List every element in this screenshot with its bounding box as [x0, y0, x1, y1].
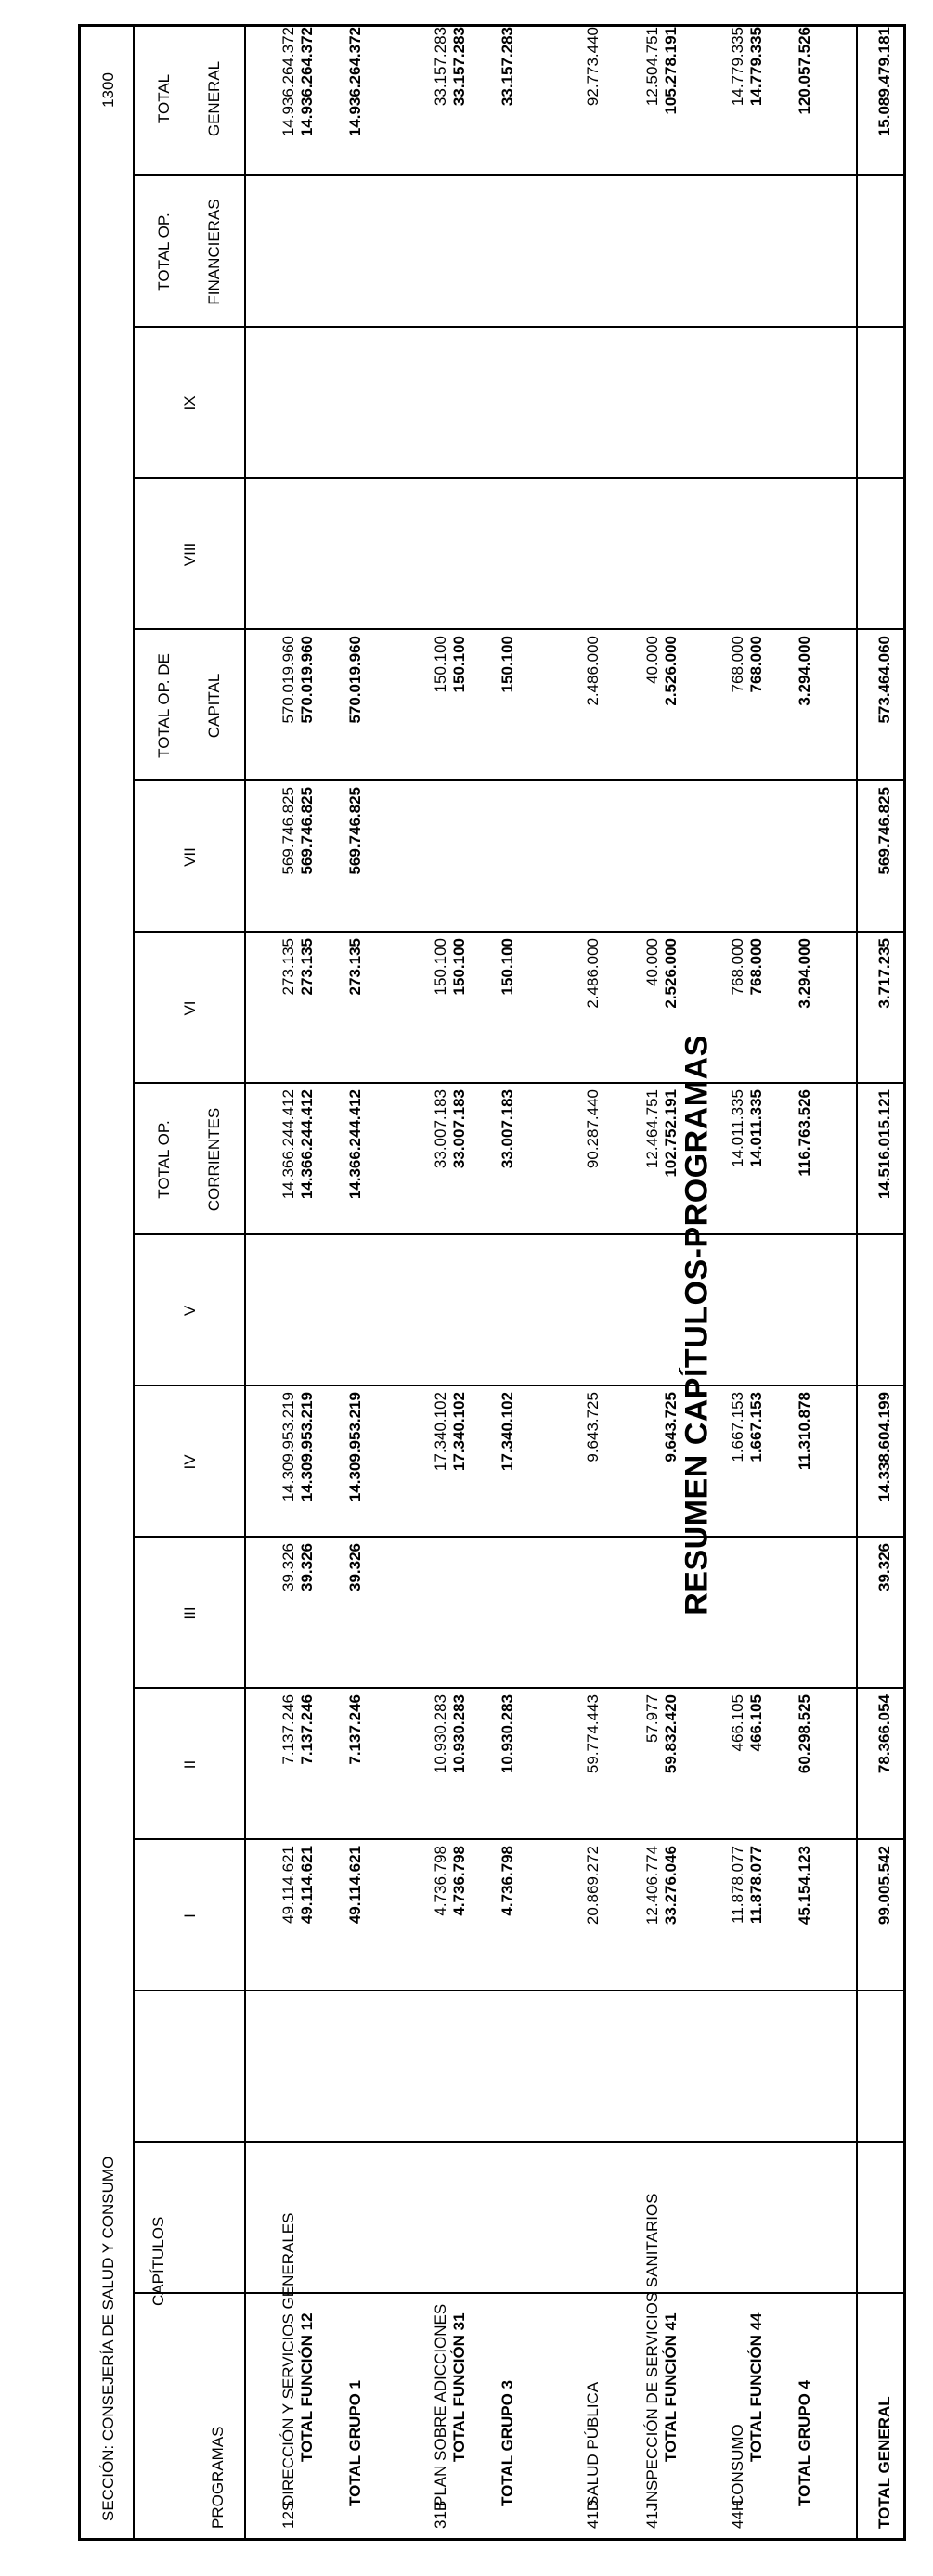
- amount-cell: 12.464.751: [643, 1089, 661, 1169]
- amount-cell: 17.340.102: [499, 1392, 516, 1472]
- amount-cell: 14.309.953.219: [279, 1392, 297, 1502]
- amount-cell: 45.154.123: [796, 1846, 813, 1926]
- amount-cell: 4.736.798: [432, 1846, 449, 1916]
- amount-cell: 102.752.191: [662, 1089, 680, 1178]
- column-header-total-general-line2: GENERAL: [205, 60, 223, 137]
- program-name: PLAN SOBRE ADICCIONES: [432, 2303, 449, 2506]
- total-general-cell: 15.089.479.181: [875, 27, 893, 137]
- column-header-ii: II: [181, 1759, 199, 1770]
- column-header-ix: IX: [181, 395, 199, 411]
- column-header-iv: IV: [181, 1454, 199, 1470]
- column-divider: [133, 1990, 903, 1991]
- program-code: 31B: [432, 2500, 449, 2529]
- amount-cell: 14.309.953.219: [346, 1392, 364, 1502]
- amount-cell: 150.100: [499, 938, 516, 996]
- column-divider: [133, 1838, 903, 1840]
- column-header-vi: VI: [181, 1000, 199, 1016]
- amount-cell: 39.326: [346, 1543, 364, 1591]
- programas-label: PROGRAMAS: [209, 2426, 227, 2529]
- amount-cell: 11.878.077: [747, 1846, 765, 1925]
- amount-cell: 14.011.335: [747, 1089, 765, 1168]
- column-header-total-op-financieras-line2: FINANCIERAS: [205, 199, 223, 305]
- column-header-iii: III: [181, 1606, 199, 1620]
- amount-cell: 59.832.420: [662, 1694, 680, 1774]
- amount-cell: 49.114.621: [279, 1846, 297, 1924]
- amount-cell: 10.930.283: [432, 1694, 449, 1774]
- amount-cell: 11.878.077: [729, 1846, 746, 1924]
- column-header-total-op-corrientes-line2: CORRIENTES: [205, 1107, 223, 1212]
- amount-cell: 14.366.244.412: [298, 1089, 316, 1200]
- amount-cell: 570.019.960: [279, 636, 297, 724]
- amount-cell: 116.763.526: [796, 1089, 813, 1177]
- program-name: DIRECCIÓN Y SERVICIOS GENERALES: [279, 2212, 297, 2506]
- amount-cell: 570.019.960: [298, 636, 316, 724]
- amount-cell: 33.276.046: [662, 1846, 680, 1926]
- column-divider: [133, 1082, 903, 1084]
- summary-table: [78, 24, 906, 2541]
- column-divider: [133, 628, 903, 630]
- amount-cell: 120.057.526: [796, 27, 813, 115]
- capitulos-label: CAPÍTULOS: [149, 2216, 167, 2306]
- amount-cell: 14.366.244.412: [346, 1089, 364, 1200]
- amount-cell: 11.310.878: [796, 1392, 813, 1471]
- amount-cell: 9.643.725: [584, 1392, 602, 1462]
- amount-cell: 3.294.000: [796, 636, 813, 706]
- total-row-label: TOTAL GRUPO 3: [499, 2379, 516, 2506]
- amount-cell: 40.000: [643, 938, 661, 986]
- amount-cell: 1.667.153: [747, 1392, 765, 1462]
- amount-cell: 2.526.000: [662, 636, 680, 706]
- total-general-cell: 39.326: [875, 1543, 893, 1591]
- amount-cell: 150.100: [450, 636, 468, 693]
- program-code: 41D: [584, 2499, 602, 2529]
- amount-cell: 569.746.825: [279, 787, 297, 875]
- amount-cell: 17.340.102: [450, 1392, 468, 1472]
- amount-cell: 768.000: [729, 636, 746, 693]
- amount-cell: 12.504.751: [643, 27, 661, 107]
- amount-cell: 466.105: [747, 1694, 765, 1752]
- amount-cell: 150.100: [432, 938, 449, 996]
- amount-cell: 20.869.272: [584, 1846, 602, 1926]
- total-general-cell: 78.366.054: [875, 1694, 893, 1774]
- amount-cell: 273.135: [346, 938, 364, 996]
- amount-cell: 273.135: [298, 938, 316, 996]
- amount-cell: 14.936.264.372: [298, 27, 316, 137]
- column-header-total-op-de-capital-line1: TOTAL OP. DE: [155, 653, 173, 758]
- program-code: 41J: [643, 2503, 661, 2529]
- amount-cell: 33.157.283: [450, 27, 468, 107]
- program-name: INSPECCIÓN DE SERVICIOS SANITARIOS: [643, 2193, 661, 2506]
- total-general-cell: 573.464.060: [875, 636, 893, 724]
- column-divider: [133, 2292, 903, 2294]
- program-code: 44H: [729, 2499, 746, 2529]
- amount-cell: 150.100: [499, 636, 516, 693]
- total-general-label: TOTAL GENERAL: [875, 2396, 893, 2529]
- column-header-vii: VII: [181, 847, 199, 867]
- summary-table-rotated: [78, 24, 906, 2541]
- amount-cell: 14.779.335: [747, 27, 765, 107]
- amount-cell: 33.007.183: [432, 1089, 449, 1169]
- amount-cell: 570.019.960: [346, 636, 364, 724]
- column-divider: [133, 174, 903, 176]
- amount-cell: 2.526.000: [662, 938, 680, 1009]
- total-general-cell: 14.338.604.199: [875, 1392, 893, 1502]
- column-divider: [133, 1233, 903, 1235]
- amount-cell: 49.114.621: [346, 1846, 364, 1925]
- amount-cell: 7.137.246: [298, 1694, 316, 1765]
- amount-cell: 768.000: [747, 636, 765, 693]
- amount-cell: 90.287.440: [584, 1089, 602, 1169]
- amount-cell: 466.105: [729, 1694, 746, 1752]
- amount-cell: 17.340.102: [432, 1392, 449, 1472]
- amount-cell: 105.278.191: [662, 27, 680, 115]
- column-header-viii: VIII: [181, 542, 199, 567]
- amount-cell: 273.135: [279, 938, 297, 996]
- column-header-total-general-line1: TOTAL: [155, 73, 173, 124]
- total-row-label: TOTAL FUNCIÓN 41: [662, 2312, 680, 2462]
- program-name: SALUD PÚBLICA: [584, 2381, 602, 2506]
- total-general-cell: 3.717.235: [875, 938, 893, 1009]
- amount-cell: 10.930.283: [450, 1694, 468, 1774]
- section-code: 1300: [99, 72, 117, 108]
- amount-cell: 39.326: [279, 1543, 297, 1591]
- section-divider: [133, 27, 135, 2538]
- amount-cell: 12.406.774: [643, 1846, 661, 1926]
- amount-cell: 569.746.825: [298, 787, 316, 875]
- column-header-total-op-financieras-line1: TOTAL OP.: [155, 213, 173, 291]
- amount-cell: 2.486.000: [584, 938, 602, 1009]
- amount-cell: 150.100: [432, 636, 449, 693]
- amount-cell: 14.366.244.412: [279, 1089, 297, 1200]
- amount-cell: 57.977: [643, 1694, 661, 1743]
- total-row-label: TOTAL FUNCIÓN 44: [747, 2312, 765, 2462]
- amount-cell: 33.007.183: [450, 1089, 468, 1169]
- amount-cell: 7.137.246: [346, 1694, 364, 1765]
- amount-cell: 4.736.798: [499, 1846, 516, 1916]
- amount-cell: 2.486.000: [584, 636, 602, 706]
- amount-cell: 14.936.264.372: [279, 27, 297, 137]
- amount-cell: 92.773.440: [584, 27, 602, 107]
- column-header-i: I: [181, 1913, 199, 1918]
- column-divider: [133, 1687, 903, 1689]
- amount-cell: 9.643.725: [662, 1392, 680, 1462]
- column-divider: [133, 2141, 903, 2143]
- program-code: 12S: [279, 2500, 297, 2529]
- amount-cell: 39.326: [298, 1543, 316, 1591]
- amount-cell: 14.011.335: [729, 1089, 746, 1167]
- amount-cell: 60.298.525: [796, 1694, 813, 1774]
- total-row-label: TOTAL GRUPO 4: [796, 2379, 813, 2506]
- column-header-total-op-corrientes-line1: TOTAL OP.: [155, 1120, 173, 1199]
- total-general-cell: 569.746.825: [875, 787, 893, 875]
- amount-cell: 1.667.153: [729, 1392, 746, 1462]
- column-header-total-op-de-capital-line2: CAPITAL: [205, 673, 223, 739]
- amount-cell: 33.007.183: [499, 1089, 516, 1169]
- total-general-cell: 14.516.015.121: [875, 1089, 893, 1200]
- column-divider: [133, 326, 903, 328]
- amount-cell: 40.000: [643, 636, 661, 684]
- amount-cell: 33.157.283: [499, 27, 516, 107]
- total-general-cell: 99.005.542: [875, 1846, 893, 1926]
- program-name: CONSUMO: [729, 2424, 746, 2506]
- amount-cell: 768.000: [729, 938, 746, 996]
- column-divider: [133, 931, 903, 933]
- amount-cell: 3.294.000: [796, 938, 813, 1009]
- column-divider: [133, 477, 903, 479]
- total-row-label: TOTAL GRUPO 1: [346, 2379, 364, 2506]
- column-divider: [133, 779, 903, 781]
- amount-cell: 768.000: [747, 938, 765, 996]
- page-title: RESUMEN CAPÍTULOS-PROGRAMAS: [679, 1035, 715, 1616]
- total-row-label: TOTAL FUNCIÓN 12: [298, 2312, 316, 2462]
- amount-cell: 4.736.798: [450, 1846, 468, 1916]
- amount-cell: 150.100: [450, 938, 468, 996]
- amount-cell: 569.746.825: [346, 787, 364, 875]
- amount-cell: 7.137.246: [279, 1694, 297, 1765]
- amount-cell: 59.774.443: [584, 1694, 602, 1774]
- section-label: SECCIÓN: CONSEJERÍA DE SALUD Y CONSUMO: [99, 2156, 117, 2521]
- column-divider: [133, 1536, 903, 1538]
- total-row-label: TOTAL FUNCIÓN 31: [450, 2312, 468, 2462]
- amount-cell: 14.779.335: [729, 27, 746, 107]
- amount-cell: 14.936.264.372: [346, 27, 364, 137]
- header-divider: [244, 27, 246, 2538]
- amount-cell: 10.930.283: [499, 1694, 516, 1774]
- total-divider: [856, 27, 858, 2538]
- amount-cell: 33.157.283: [432, 27, 449, 107]
- amount-cell: 49.114.621: [298, 1846, 316, 1925]
- column-header-v: V: [181, 1305, 199, 1317]
- column-divider: [133, 1385, 903, 1386]
- amount-cell: 14.309.953.219: [298, 1392, 316, 1502]
